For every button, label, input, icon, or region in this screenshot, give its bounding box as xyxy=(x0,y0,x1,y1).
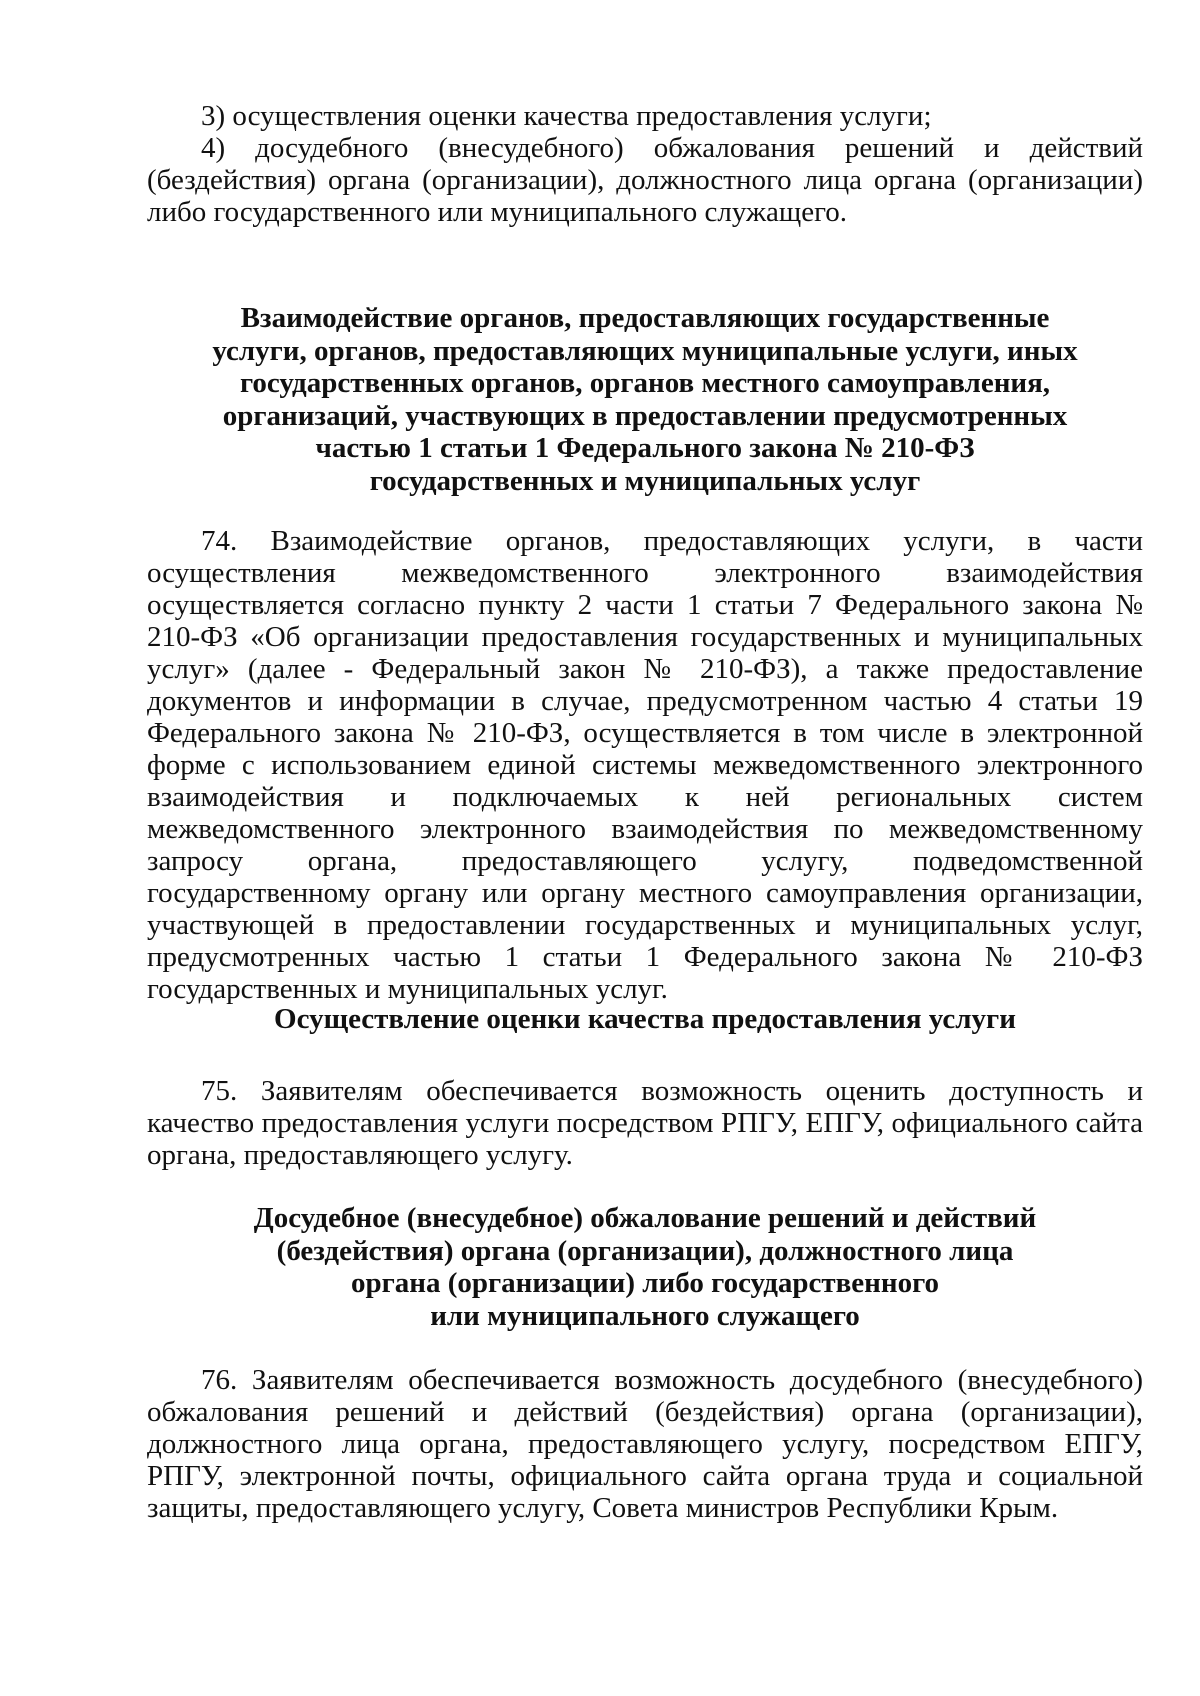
heading-line: Досудебное (внесудебное) обжалование решений и действий xyxy=(253,1202,1037,1234)
heading-line: Взаимодействие органов, предоставляющих государственные xyxy=(240,302,1050,334)
section-heading-interaction xyxy=(147,302,1143,497)
paragraph-74: 74. Взаимодействие органов, предоставляющих услуги, в части осуществления межведомственного электронного взаимодействия осуществляется согласно пункту 2 части 1 статьи 7 Федерального закона № 210-ФЗ «Об организации предоставления государственных и муниципальных услуг» (далее - Федеральный закон № 210-ФЗ), а также предоставление документов и информации в случае, предусмотренном частью 4 статьи 19 Федерального закона № 210-ФЗ, осуществляется в том числе в электронной форме с использованием единой системы межведомственного электронного взаимодействия и подключаемых к ней региональных систем межведомственного электронного взаимодействия по межведомственному запросу органа, предоставляющего услугу, подведомственной государственному органу или органу местного самоуправления организации, участвующей в предоставлении государственных и муниципальных услуг, предусмотренных частью 1 статьи 1 Федерального закона № 210-ФЗ государственных и муниципальных услуг. xyxy=(147,525,1143,1005)
paragraph-76: 76. Заявителям обеспечивается возможность досудебного (внесудебного) обжалования решений и действий (бездействия) органа (организации), должностного лица органа, предоставляющего услугу, посредством ЕПГУ, РПГУ, электронной почты, официального сайта органа труда и социальной защиты, предоставляющего услугу, Совета министров Республики Крым. xyxy=(147,1364,1143,1524)
paragraph-76-block xyxy=(147,1364,1143,1524)
heading-line: услуги, органов, предоставляющих муниципальные услуги, иных xyxy=(212,334,1078,367)
section-heading-appeal xyxy=(147,1202,1143,1332)
heading-line: Осуществление оценки качества предоставления услуги xyxy=(274,1003,1016,1035)
heading-line: организаций, участвующих в предоставлении предусмотренных xyxy=(222,399,1068,432)
list-item-4: 4) досудебного (внесудебного) обжалования решений и действий (бездействия) органа (организации), должностного лица органа (организации) либо государственного или муниципального служащего. xyxy=(147,132,1143,228)
heading-line: органа (организации) либо государственного xyxy=(350,1267,940,1299)
heading-line: или муниципального служащего xyxy=(430,1299,860,1332)
heading-line: государственных и муниципальных услуг xyxy=(369,464,921,497)
section-heading-quality xyxy=(147,1003,1143,1036)
paragraph-74-block xyxy=(147,525,1143,1005)
list-item-3: 3) осуществления оценки качества предоставления услуги; xyxy=(201,100,932,132)
heading-line: частью 1 статьи 1 Федерального закона № 210-ФЗ xyxy=(315,432,975,464)
paragraph-75: 75. Заявителям обеспечивается возможность оценить доступность и качество предоставления услуги посредством РПГУ, ЕПГУ, официального сайта органа, предоставляющего услугу. xyxy=(147,1075,1143,1171)
list-items-block xyxy=(147,100,1143,228)
paragraph-75-block xyxy=(147,1075,1143,1171)
heading-line: государственных органов, органов местного самоуправления, xyxy=(239,367,1051,399)
heading-line: (бездействия) органа (организации), должностного лица xyxy=(276,1234,1014,1267)
